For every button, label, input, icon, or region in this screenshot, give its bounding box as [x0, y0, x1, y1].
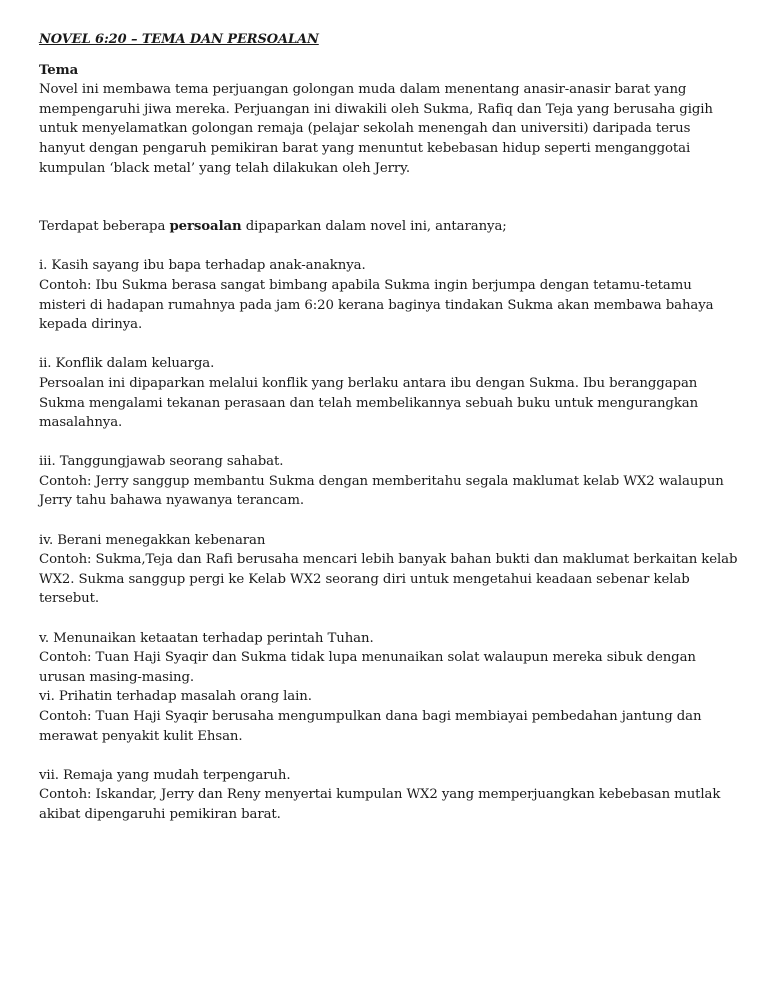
item-2-body: Persoalan ini dipaparkan melalui konflik yang berlaku antara ibu dengan Sukma. Ibu beranggapan Sukma mengalami tekanan perasaan dan telah membelikannya sebuah buku untuk mengurangkan masalahnya.	[39, 375, 699, 431]
item-5-heading: v. Menunaikan ketaatan terhadap perintah Tuhan.	[39, 630, 374, 646]
item-1-heading: i. Kasih sayang ibu bapa terhadap anak-anaknya.	[39, 258, 366, 274]
spacer	[39, 433, 739, 453]
document-page	[39, 30, 739, 825]
tema-heading: Tema	[39, 62, 79, 78]
tema-paragraph: Novel ini membawa tema perjuangan golongan muda dalam menentang anasir-anasir barat yang mempengaruhi jiwa mereka. Perjuangan ini diwakili oleh Sukma, Rafiq dan Teja yang berusaha gigih untuk menyelamatkan golongan remaja (pelajar sekolah menengah dan universiti) daripada terus hanyut dengan pengaruh pemikiran barat yang menuntut kebebasan hidup seperti menganggotai kumpulan ‘black metal’ yang telah dilakukan oleh Jerry.	[39, 82, 713, 176]
document-title: NOVEL 6:20 – TEMA DAN PERSOALAN	[39, 32, 319, 47]
spacer	[39, 335, 739, 355]
intro-text-end: dipaparkan dalam novel ini, antaranya;	[241, 219, 507, 235]
item-7-body: Contoh: Iskandar, Jerry dan Reny menyertai kumpulan WX2 yang memperjuangkan kebebasan mutlak akibat dipengaruhi pemikiran barat.	[39, 787, 721, 822]
item-4-heading: iv. Berani menegakkan kebenaran	[39, 532, 266, 548]
item-2-heading: ii. Konflik dalam keluarga.	[39, 356, 215, 372]
item-6-body: Contoh: Tuan Haji Syaqir berusaha mengumpulkan dana bagi membiayai pembedahan jantung dan merawat penyakit kulit Ehsan.	[39, 709, 702, 744]
item-6-heading: vi. Prihatin terhadap masalah orang lain.	[39, 689, 312, 705]
spacer	[39, 746, 739, 766]
spacer	[39, 178, 739, 217]
intro-text-start: Terdapat beberapa	[39, 219, 170, 235]
item-3-body: Contoh: Jerry sanggup membantu Sukma dengan memberitahu segala maklumat kelab WX2 walaupun Jerry tahu bahawa nyawanya terancam.	[39, 473, 724, 509]
item-7-heading: vii. Remaja yang mudah terpengaruh.	[39, 767, 291, 783]
item-4-body: Contoh: Sukma,Teja dan Rafi berusaha mencari lebih banyak bahan bukti dan maklumat berkaitan kelab WX2. Sukma sanggup pergi ke Kelab WX2 seorang diri untuk mengetahui keadaan sebenar kelab tersebut.	[39, 552, 738, 607]
item-5-body: Contoh: Tuan Haji Syaqir dan Sukma tidak lupa menunaikan solat walaupun mereka sibuk dengan urusan masing-masing.	[39, 650, 696, 685]
spacer	[39, 511, 739, 531]
item-3-heading: iii. Tanggungjawab seorang sahabat.	[39, 454, 284, 470]
spacer	[39, 609, 739, 629]
item-1-body: Contoh: Ibu Sukma berasa sangat bimbang apabila Sukma ingin berjumpa dengan tetamu-tetamu misteri di hadapan rumahnya pada jam 6:20 kerana baginya tindakan Sukma akan membawa bahaya kepada dirinya.	[39, 277, 714, 333]
intro-bold-keyword: persoalan	[169, 219, 242, 235]
persoalan-intro	[39, 217, 739, 237]
spacer	[39, 237, 739, 257]
